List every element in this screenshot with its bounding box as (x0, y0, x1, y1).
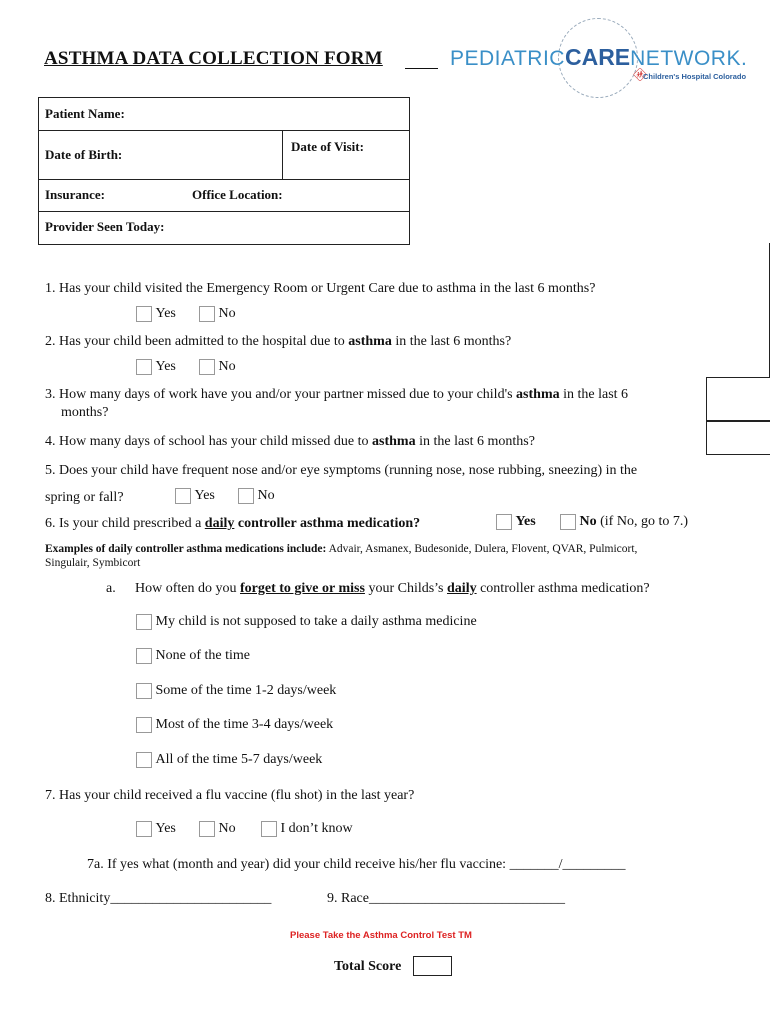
q6a-option-3-label: Some of the time 1-2 days/week (155, 683, 337, 698)
q4-bold: asthma (372, 434, 416, 449)
question-5-line2: spring or fall? (45, 490, 124, 505)
q6a-option-4-checkbox[interactable] (136, 717, 152, 733)
q1-no-checkbox[interactable] (199, 306, 215, 322)
examples-list: Advair, Asmanex, Budesonide, Dulera, Flovent, QVAR, Pulmicort, (326, 543, 638, 555)
q2-text: 2. Has your child been admitted to the hospital due to (45, 334, 349, 349)
medication-examples-line2: Singulair, Symbicort (45, 557, 141, 569)
q6a-option-5[interactable] (136, 752, 322, 768)
form-title: ASTHMA DATA COLLECTION FORM (44, 48, 383, 69)
q7-idk-checkbox[interactable] (261, 821, 277, 837)
q5-yes-option[interactable] (175, 488, 215, 504)
q6a-option-1-label: My child is not supposed to take a daily asthma medicine (155, 614, 477, 629)
q6-yes-option[interactable] (496, 514, 536, 530)
logo-word-pediatric: PEDIATRIC (450, 47, 565, 70)
date-of-birth-label: Date of Birth: (45, 147, 123, 162)
q6a-option-2[interactable] (136, 648, 250, 664)
q6-daily: daily (204, 516, 235, 531)
q4-text-end: in the last 6 months? (415, 434, 535, 449)
q6a-option-1-checkbox[interactable] (136, 614, 152, 630)
q6a-daily: daily (447, 581, 477, 596)
q7-no-option[interactable] (199, 821, 236, 837)
row-provider (39, 212, 409, 243)
logo-subtitle: Children's Hospital Colorado (643, 72, 747, 81)
q2-yes-option[interactable] (136, 359, 176, 375)
question-9-race[interactable]: 9. Race____________________________ (327, 891, 565, 906)
q6a-option-5-checkbox[interactable] (136, 752, 152, 768)
q3-bold: asthma (516, 387, 560, 402)
q7-no-label: No (218, 821, 236, 836)
medication-examples (45, 543, 637, 555)
q7-yes-label: Yes (155, 821, 176, 836)
q7-idk-label: I don’t know (280, 821, 353, 836)
q6a-forget: forget to give or miss (240, 581, 365, 596)
q2-no-label: No (218, 359, 236, 374)
question-7a: 7a. If yes what (month and year) did your child receive his/her flu vaccine: _______/_________ (87, 857, 626, 872)
q6a-option-3[interactable] (136, 683, 336, 699)
q3-answer-box[interactable] (706, 377, 770, 422)
question-5: 5. Does your child have frequent nose and/or eye symptoms (running nose, nose rubbing, sneezing) in the (45, 463, 638, 478)
q6-no-note: (if No, go to 7.) (596, 514, 689, 529)
question-6a (135, 581, 650, 597)
row-patient-name (39, 98, 409, 131)
q5-no-label: No (257, 488, 275, 503)
q5-no-option[interactable] (238, 488, 275, 504)
q6a-option-3-checkbox[interactable] (136, 683, 152, 699)
logo-word-network: NETWORK. (630, 47, 748, 70)
q3-text: 3. How many days of work have you and/or your partner missed due to your child's (45, 387, 517, 402)
q6a-option-1[interactable] (136, 614, 477, 630)
question-2 (45, 334, 511, 350)
q2-no-option[interactable] (199, 359, 236, 375)
question-1: 1. Has your child visited the Emergency Room or Urgent Care due to asthma in the last 6 months? (45, 281, 596, 296)
question-4 (45, 434, 535, 450)
q1-yes-label: Yes (155, 306, 176, 321)
q6a-option-2-checkbox[interactable] (136, 648, 152, 664)
q1-no-label: No (218, 306, 236, 321)
patient-info-table (38, 97, 410, 245)
patient-name-label: Patient Name: (45, 106, 125, 121)
date-divider (282, 131, 283, 179)
provider-label: Provider Seen Today: (45, 219, 165, 234)
q1-yes-option[interactable] (136, 306, 176, 322)
q5-yes-label: Yes (194, 488, 215, 503)
insurance-label: Insurance: (45, 187, 105, 202)
pediatric-care-network-logo (450, 44, 747, 71)
date-of-visit-label: Date of Visit: (291, 139, 364, 154)
question-3 (45, 387, 628, 403)
q6-no-label: No (579, 514, 597, 530)
row-insurance (39, 180, 409, 212)
total-score-box[interactable] (413, 956, 452, 976)
total-score-label: Total Score (334, 959, 402, 974)
q3-text-end: in the last 6 (559, 387, 629, 402)
q5-yes-checkbox[interactable] (175, 488, 191, 504)
q7-idk-option[interactable] (261, 821, 353, 837)
question-8-ethnicity[interactable]: 8. Ethnicity_______________________ (45, 891, 272, 906)
q4-answer-box[interactable] (706, 420, 770, 455)
q6a-option-4-label: Most of the time 3-4 days/week (155, 717, 334, 732)
child-figure-icon: 🚸︎ (632, 67, 649, 82)
q7-no-checkbox[interactable] (199, 821, 215, 837)
q6a-letter: a. (106, 581, 116, 596)
q6-bold: controller asthma medication? (234, 516, 421, 531)
q2-text-end: in the last 6 months? (391, 334, 512, 349)
q6a-text: How often do you (135, 581, 240, 596)
office-location-label: Office Location: (192, 187, 283, 202)
question-3-line2: months? (61, 405, 109, 420)
q7-yes-checkbox[interactable] (136, 821, 152, 837)
q6a-option-5-label: All of the time 5-7 days/week (155, 752, 323, 767)
q2-yes-checkbox[interactable] (136, 359, 152, 375)
q2-bold: asthma (348, 334, 392, 349)
q5-no-checkbox[interactable] (238, 488, 254, 504)
title-underline (405, 68, 438, 69)
q7-yes-option[interactable] (136, 821, 176, 837)
q2-no-checkbox[interactable] (199, 359, 215, 375)
question-7: 7. Has your child received a flu vaccine (flu shot) in the last year? (45, 788, 415, 803)
q6-text: 6. Is your child prescribed a (45, 516, 205, 531)
logo-word-care: CARE (564, 44, 631, 70)
q6-no-checkbox[interactable] (560, 514, 576, 530)
q6a-option-4[interactable] (136, 717, 333, 733)
q6-yes-label: Yes (515, 514, 536, 530)
q6a-mid: your Childs’s (364, 581, 448, 596)
question-6 (45, 516, 420, 532)
act-instruction: Please Take the Asthma Control Test TM (290, 930, 472, 941)
q6-yes-checkbox[interactable] (496, 514, 512, 530)
q6a-text-end: controller asthma medication? (476, 581, 650, 596)
q6-no-option[interactable] (560, 514, 688, 530)
examples-heading: Examples of daily controller asthma medications include: (45, 543, 327, 555)
row-dates (39, 131, 409, 180)
q1-no-option[interactable] (199, 306, 236, 322)
q4-text: 4. How many days of school has your child missed due to (45, 434, 373, 449)
q1-yes-checkbox[interactable] (136, 306, 152, 322)
q2-yes-label: Yes (155, 359, 176, 374)
q6a-option-2-label: None of the time (155, 648, 250, 663)
